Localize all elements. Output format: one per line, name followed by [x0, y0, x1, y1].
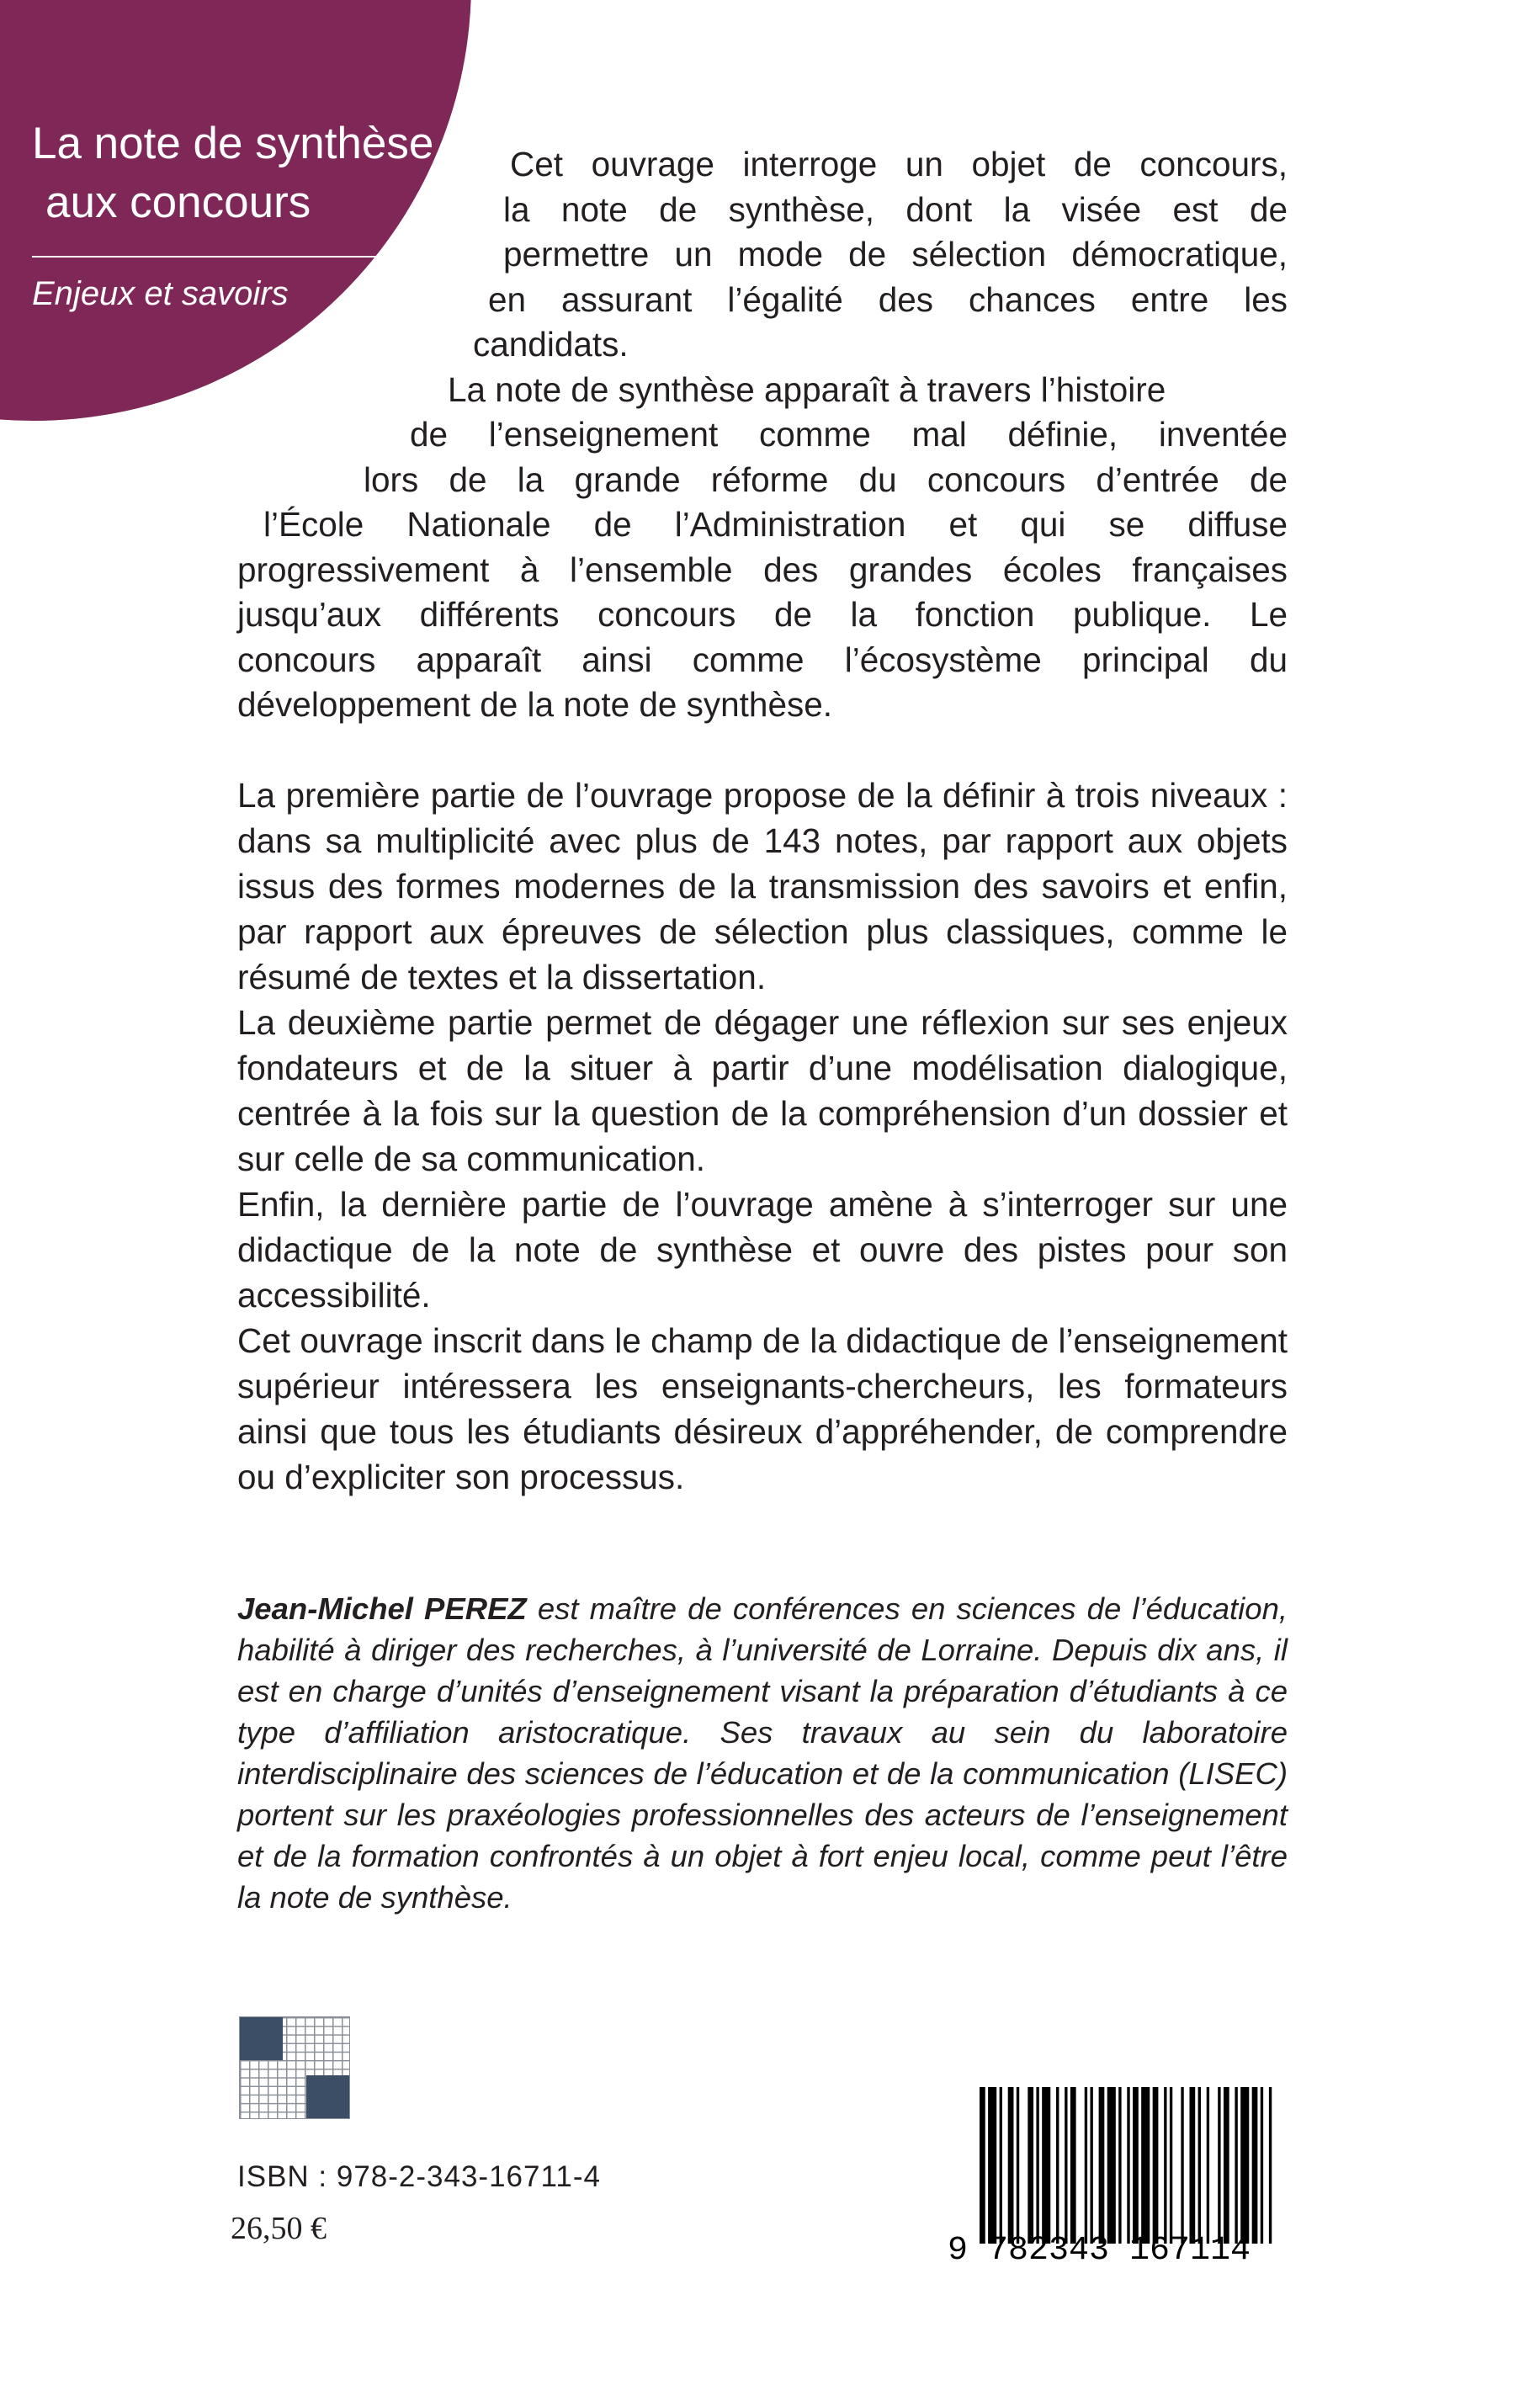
isbn-label: ISBN : 978-2-343-16711-4: [237, 2160, 601, 2193]
barcode-bar: [1056, 2087, 1059, 2244]
barcode-bar: [1235, 2087, 1237, 2244]
barcode-digits: 9 782343 167114: [948, 2232, 1251, 2270]
publisher-logo-square-bottom: [306, 2075, 349, 2118]
book-title-line-1: La note de synthèse: [32, 119, 434, 168]
barcode-bar: [1070, 2087, 1076, 2244]
publisher-logo-square-top: [240, 2017, 283, 2060]
barcode-bar: [1240, 2087, 1249, 2244]
paragraph-part-one: La première partie de l’ouvrage propose de la définir à trois niveaux : dans sa multiplicité avec plus de 143 notes, par rapport aux objets issus des formes modernes de la transmission des savoirs et enfin, par rapport aux épreuves de sélection plus classiques, comme le résumé de textes et la dissertation.: [237, 776, 1288, 996]
intro-line: lors de la grande réforme du concours d’entrée de: [364, 459, 1288, 499]
barcode-bar: [1218, 2087, 1220, 2244]
intro-line: progressivement à l’ensemble des grandes écoles françaises: [237, 550, 1288, 589]
barcode-bar: [1141, 2087, 1150, 2244]
barcode-bar: [1017, 2087, 1019, 2244]
paragraph-part-three: Enfin, la dernière partie de l’ouvrage amène à s’interroger sur une didactique de la note de synthèse et ouvre des pistes pour son accessibilité.: [237, 1185, 1288, 1315]
barcode-bar: [1181, 2087, 1183, 2244]
price-label: 26,50 €: [231, 2211, 327, 2246]
author-bio-text: est maître de conférences en sciences de l’éducation, habilité à diriger des recherches, à l’université de Lorraine. Depuis dix ans, il est en charge d’unités d’enseignement visant la préparation d’étudiants à ce type d’affiliation aristocratique. Ses travaux au sein du laboratoire interdisciplinaire des sciences de l’éducation et de la communication (LISEC) portent sur les praxéologies professionnelles des acteurs de l’enseignement et de la formation confrontés à un objet à fort enjeu local, comme peut l’être la note de synthèse.: [237, 1591, 1288, 1915]
barcode-bar: [988, 2087, 996, 2244]
intro-line: l’École Nationale de l’Administration et qui se diffuse: [263, 505, 1288, 544]
barcode-bar: [1065, 2087, 1067, 2244]
barcode-bar: [1133, 2087, 1139, 2244]
barcode-bar: [1107, 2087, 1116, 2244]
intro-line: la note de synthèse, dont la visée est de: [503, 189, 1288, 229]
barcode-bar: [1036, 2087, 1038, 2244]
barcode-bars: [980, 2087, 1277, 2244]
barcode-bar: [1127, 2087, 1129, 2244]
barcode-bar: [980, 2087, 985, 2244]
intro-line: candidats.: [473, 325, 629, 364]
intro-line: de l’enseignement comme mal définie, inventée: [410, 415, 1288, 454]
paragraph-audience: Cet ouvrage inscrit dans le champ de la didactique de l’enseignement supérieur intéressera les enseignants-chercheurs, les formateurs ainsi que tous les étudiants désireux d’appréhender, de comprendre ou d’expliciter son processus.: [237, 1321, 1288, 1496]
intro-line: permettre un mode de sélection démocratique,: [503, 235, 1288, 274]
barcode: [948, 2087, 1281, 2272]
intro-line: jusqu’aux différents concours de la fonction publique. Le: [237, 595, 1288, 634]
barcode-bar: [1008, 2087, 1014, 2244]
barcode-bar: [1198, 2087, 1201, 2244]
title-divider: [32, 256, 404, 258]
barcode-bar: [1118, 2087, 1121, 2244]
barcode-bar: [1042, 2087, 1050, 2244]
intro-line: Cet ouvrage interroge un objet de concours,: [510, 145, 1288, 183]
intro-line: La note de synthèse apparaît à travers l’histoire: [448, 369, 1166, 409]
barcode-bar: [1028, 2087, 1033, 2244]
barcode-bar: [1224, 2087, 1229, 2244]
author-bio: [237, 1588, 1288, 1918]
paragraph-part-two: La deuxième partie permet de dégager une réflexion sur ses enjeux fondateurs et de la situer à partir d’une modélisation dialogique, centrée à la fois sur la question de la compréhension d’un dossier et sur celle de sa communication.: [237, 1003, 1288, 1178]
barcode-bar: [1207, 2087, 1209, 2244]
barcode-bar: [1085, 2087, 1087, 2244]
barcode-bar: [1153, 2087, 1159, 2244]
barcode-bar: [1252, 2087, 1258, 2244]
intro-line: développement de la note de synthèse.: [237, 685, 833, 724]
author-name: Jean-Michel PEREZ: [237, 1591, 527, 1626]
book-title: [32, 114, 433, 232]
barcode-bar: [1090, 2087, 1092, 2244]
barcode-bar: [1170, 2087, 1172, 2244]
publisher-logo: [239, 2016, 350, 2119]
barcode-bar: [1189, 2087, 1195, 2244]
barcode-bar: [1269, 2087, 1272, 2244]
description-text: [237, 773, 1288, 1500]
book-title-line-2: aux concours: [45, 178, 311, 227]
barcode-bar: [1099, 2087, 1105, 2244]
barcode-bar: [1261, 2087, 1263, 2244]
intro-line: en assurant l’égalité des chances entre les: [488, 279, 1288, 319]
book-subtitle: Enjeux et savoirs: [32, 275, 289, 312]
barcode-bar: [1164, 2087, 1166, 2244]
intro-line: concours apparaît ainsi comme l’écosystème principal du: [237, 640, 1288, 679]
barcode-bar: [1000, 2087, 1002, 2244]
